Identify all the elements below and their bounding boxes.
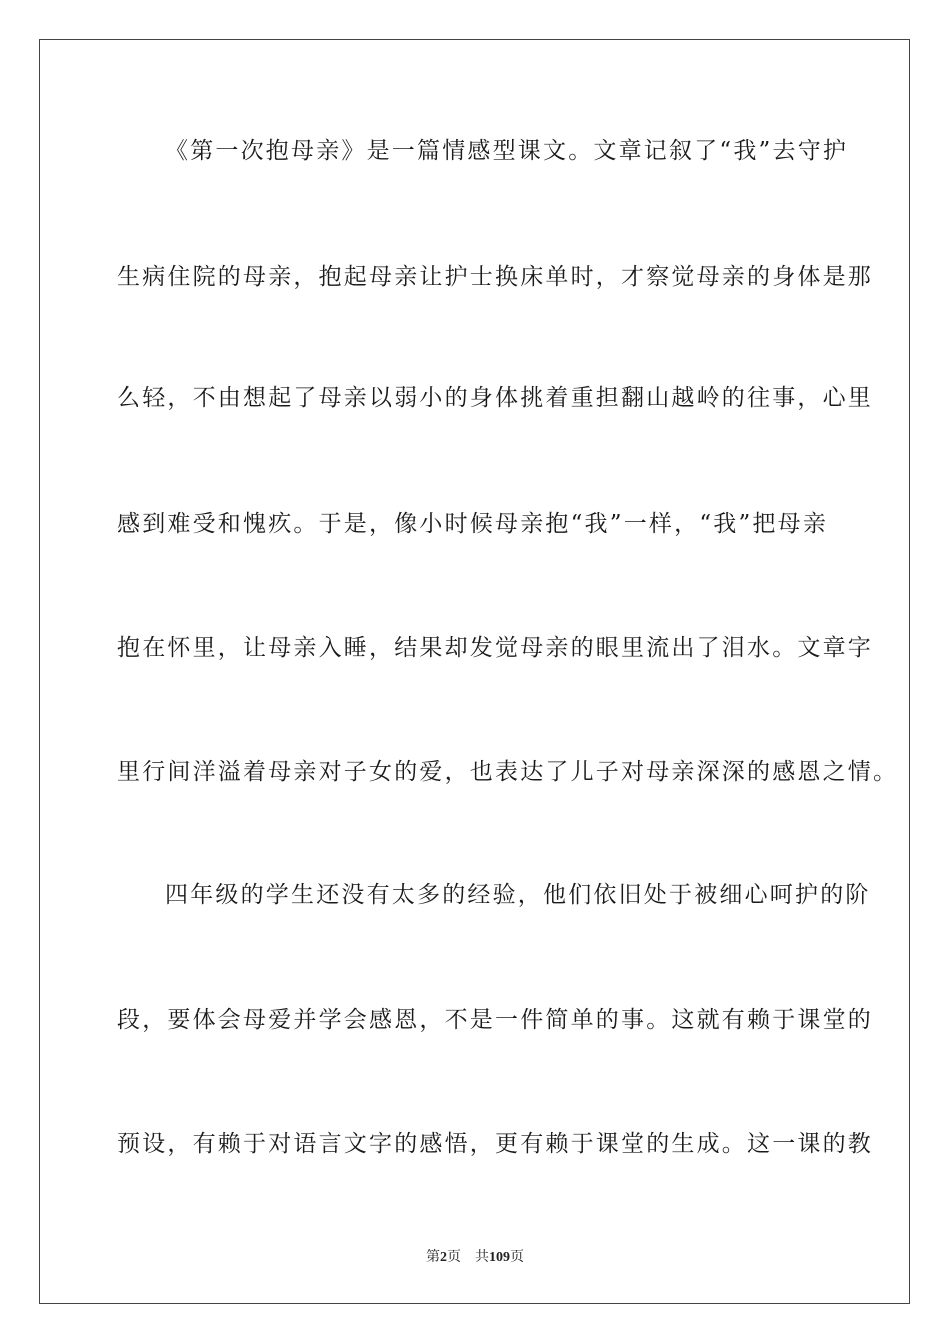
total-suffix: 页 (510, 1250, 524, 1265)
total-pages: 109 (489, 1250, 510, 1265)
paragraph-1-line-2: 生病住院的母亲，抱起母亲让护士换床单时，才察觉母亲的身体是那 (117, 264, 873, 290)
page-footer (0, 1246, 950, 1266)
page-suffix: 页 (447, 1250, 461, 1265)
page-border (39, 39, 910, 1304)
paragraph-1-line-5: 抱在怀里，让母亲入睡，结果却发觉母亲的眼里流出了泪水。文章字 (117, 635, 873, 661)
page-prefix: 第 (426, 1250, 440, 1265)
paragraph-2-line-1: 四年级的学生还没有太多的经验，他们依旧处于被细心呵护的阶 (165, 882, 871, 908)
total-prefix: 共 (475, 1250, 489, 1265)
paragraph-2-line-3: 预设，有赖于对语言文字的感悟，更有赖于课堂的生成。这一课的教 (117, 1131, 873, 1157)
paragraph-1-line-3: 么轻，不由想起了母亲以弱小的身体挑着重担翻山越岭的往事，心里 (117, 385, 873, 411)
paragraph-1-line-4: 感到难受和愧疚。于是，像小时候母亲抱“我”一样，“我”把母亲 (117, 511, 829, 537)
paragraph-2-line-2: 段，要体会母爱并学会感恩，不是一件简单的事。这就有赖于课堂的 (117, 1007, 873, 1033)
paragraph-1-line-6: 里行间洋溢着母亲对子女的爱，也表达了儿子对母亲深深的感恩之情。 (117, 759, 899, 785)
paragraph-1-line-1: 《第一次抱母亲》是一篇情感型课文。文章记叙了“我”去守护 (165, 138, 849, 164)
page-number: 2 (440, 1250, 447, 1265)
